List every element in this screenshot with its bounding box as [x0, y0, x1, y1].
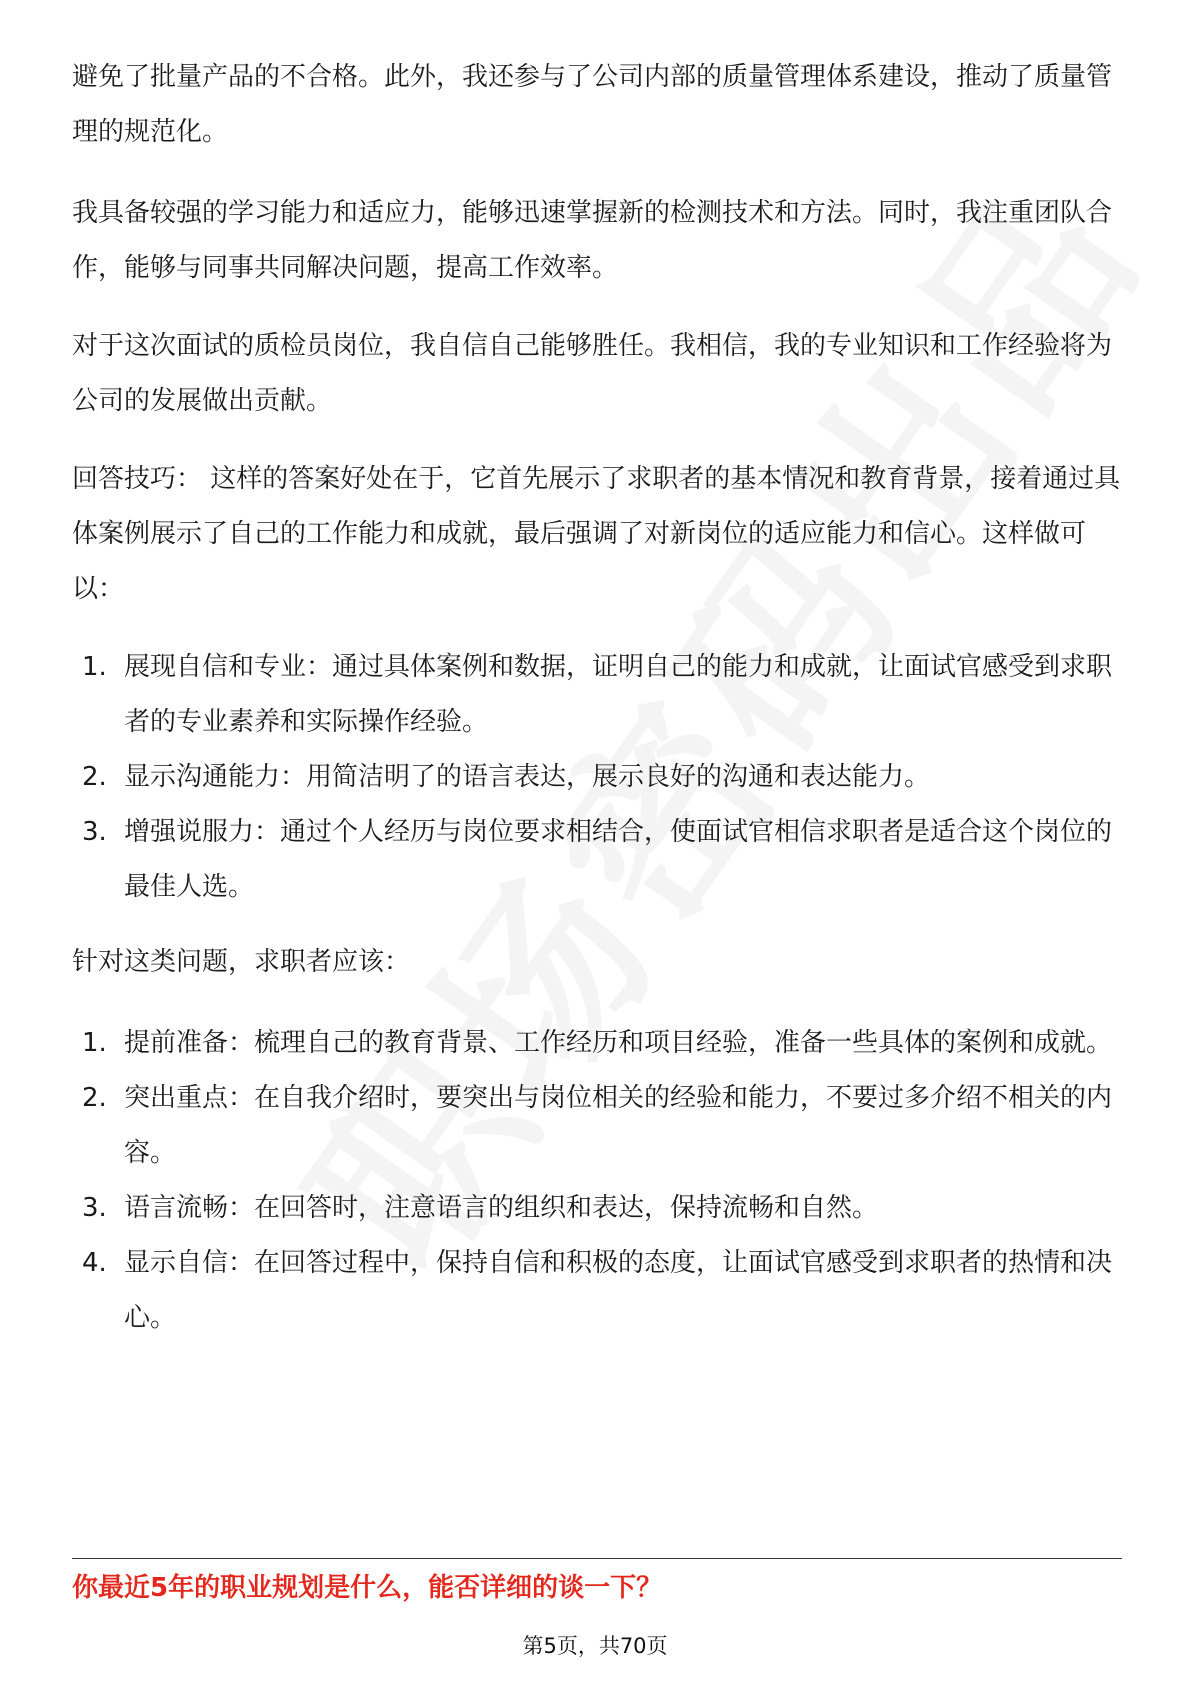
list-number: 4.	[82, 1248, 107, 1278]
list-text: 显示沟通能力：用简洁明了的语言表达，展示良好的沟通和表达能力。	[124, 762, 931, 792]
list-item	[72, 1181, 1122, 1236]
section-intro: 针对这类问题，求职者应该：	[72, 947, 411, 977]
benefits-list	[72, 640, 1122, 915]
list-text: 增强说服力：通过个人经历与岗位要求相结合，使面试官相信求职者是适合这个岗位的最佳人选。	[124, 817, 1113, 902]
next-question-heading: 你最近5年的职业规划是什么，能否详细的谈一下？	[72, 1573, 663, 1603]
paragraph-2: 我具备较强的学习能力和适应力，能够迅速掌握新的检测技术和方法。同时，我注重团队合作，能够与同事共同解决问题，提高工作效率。	[72, 198, 1113, 283]
list-item	[72, 640, 1122, 750]
divider	[72, 1558, 1122, 1559]
list-text: 语言流畅：在回答时，注意语言的组织和表达，保持流畅和自然。	[124, 1193, 879, 1223]
list-number: 3.	[82, 1193, 107, 1223]
list-text: 展现自信和专业：通过具体案例和数据，证明自己的能力和成就，让面试官感受到求职者的专业素养和实际操作经验。	[124, 652, 1113, 737]
advice-list	[72, 1016, 1122, 1346]
list-item	[72, 750, 1122, 805]
list-text: 显示自信：在回答过程中，保持自信和积极的态度，让面试官感受到求职者的热情和决心。	[124, 1248, 1113, 1333]
page-number: 第5页，共70页	[522, 1634, 668, 1658]
list-text: 提前准备：梳理自己的教育背景、工作经历和项目经验，准备一些具体的案例和成就。	[124, 1028, 1113, 1058]
list-number: 2.	[82, 1083, 107, 1113]
list-number: 1.	[82, 1028, 107, 1058]
list-item	[72, 1071, 1122, 1181]
list-number: 2.	[82, 762, 107, 792]
answer-tips-paragraph: 回答技巧： 这样的答案好处在于，它首先展示了求职者的基本情况和教育背景，接着通过具体案例展示了自己的工作能力和成就，最后强调了对新岗位的适应能力和信心。这样做可以：	[72, 464, 1121, 604]
list-text: 突出重点：在自我介绍时，要突出与岗位相关的经验和能力，不要过多介绍不相关的内容。	[124, 1083, 1113, 1168]
list-item	[72, 1016, 1122, 1071]
list-number: 1.	[82, 652, 107, 682]
list-item	[72, 1236, 1122, 1346]
list-item	[72, 805, 1122, 915]
list-number: 3.	[82, 817, 107, 847]
paragraph-3: 对于这次面试的质检员岗位，我自信自己能够胜任。我相信，我的专业知识和工作经验将为公司的发展做出贡献。	[72, 331, 1113, 416]
paragraph-1: 避免了批量产品的不合格。此外，我还参与了公司内部的质量管理体系建设，推动了质量管理的规范化。	[72, 62, 1113, 147]
